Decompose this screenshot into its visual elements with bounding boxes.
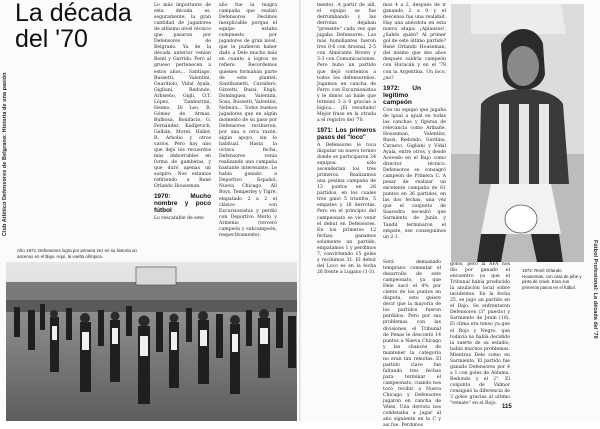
text-column-6: [450, 262, 510, 408]
houseman-photo-image: [451, 4, 584, 262]
subhead-1972: 1972: Un legítimo campeón: [383, 84, 421, 106]
title-line-1: La década: [15, 0, 132, 27]
page-title: [15, 0, 132, 52]
running-header-right: Fútbol Profesional: La década del '70: [592, 240, 598, 339]
page-gutter: [299, 0, 301, 421]
title-line-2: del '70: [15, 25, 88, 53]
text-column-2: [219, 3, 277, 260]
subhead-1970: 1970: Mucho nombre y poco fútbol: [154, 193, 211, 215]
paragraph-1971-end: mos 4 a 2, después de ir ganando 2 a 0 y el descenso fue una realidad. Hay una anécdota en esta nueva etapa: ¡Aplausos!, ¿Sabés quién? Al primer gol de este último partido? René Orlando Houseman, del mismo que dos años después saldría campeón con Huracán y en el '78 con la Argentina. Un loco, ¿no?: [383, 3, 446, 81]
text-column-3: [317, 3, 376, 408]
paragraph-1970-end: mente). A partir de allí, el equipo se fue derrumbando y las derrotas dejaban "presente" cada vez que jugaba Defensores. Las más humillantes fueron tres 0-6 con Arsenal, 2-5 con Almirante Brown y 3-3 con Comunicaciones. Pero hubo un partido que dejó contentos a todos los defensoreños. Jugamos en cancha de Ferro con Excursionistas y le dimos un baile que terminó 3 a 0 gracias a lógica... ¡El resultado! Mejor frase en la otrada a el registro del '70.: [317, 3, 376, 123]
caption-houseman-photo: 1972. René Orlando Houseman, con cara de pibe y pinta de crack. Eran sus primeros pasos en el fútbol.: [522, 268, 582, 290]
caption-ascent-photo: Año 1972. Defensores logra por primera vez en su historia un ascenso en el Bajo. Aquí, la vuelta olímpica.: [17, 248, 137, 259]
paragraph-1972: Con un equipo que jugaba de igual a igual en todas las canchas y figuras de relevancia como Aribañe, Houseman, Valentini, Bussi, Redondo, Gardino, Carasco, Gigliani y Vidal Ayala, entre otros, y desde Acevedo en el Bajo como director técnico. Defensores se consagró campeón de Primera C. A pesar de realizar un excelente campaña de 61 puntos en 36 partidos, en las dos fechas, una vez que el conjunto de Saavedra necesitó que Sarmiento de Junín y Tandil terminaron el empate, ese conseguimos un 2-1.: [383, 107, 446, 240]
page-number: 115: [502, 404, 512, 410]
running-header-left: Club Atlético Defensores de Belgrano: Historia de una pasión: [2, 72, 8, 236]
intro-paragraph: Lo más importante de esta década es, seguramente, la gran cantidad de jugadores de altísimo nivel técnico que pasaron por Defensores de Belgrano. Ya de la década anterior venían Bonti y Garrido. Pero al grueso pertenecen a estos años... Santiago, Bussetti, Valentini, Guardiolo, Vidal Ayala, Gigliani, Redondo, Arbiseño, Gigli, O.T. López, Tamburrini, Heimo, Di Leo, R. Gómez de Armas, Bulhosa, Bonifacio, G. Fernández, Kadijevich, Galbán, Morel, Haller, R. Arbolio y otros varios. Pero hay uno que dejó los recuerdos más imborrables en forma de gambetas, y que duró apenas un suspiro. Nos estamos refiriendo a René Orlando Houseman.: [154, 3, 211, 190]
paragraph-1971-cont: Será demasiado temprano comentar el desarrollo de este campeonato, ya que Dele sacó el 4% por ciento de los puntos en disputa, esto quiere decir que la mayoría de los partidos fueron perdidos. Pero por sus problemas con las divisiones, el Tribunal de Penas le descontó 14 puntos a Nueva Chicago y las chances de mantener la categoría no eran tan remotas. El partido clave fue faltando tres fechas para terminar el campeonato, cuando nos tocó recibir a Nueva Chicago y Defensores jugaron en cancha de Vélez. Una derrota nos condenaba a jugar al año siguiente en la C y así fue. Perdimos: [383, 260, 441, 429]
paragraph-1972-cont: golos, pero la AFA nos dio por ganado el encuentro ya que el Tribunal había producido la anulación local sobre incidentes. En la fecha 25, se jugó un partido en el Bajo. Se enfrentaron Defensores (3° puesto) y Sarmiento de Junín (18). El clima era tenso ya que el Rojo y Negro, que todavía no había decidido la suerte de su estadio, había muchos problemas. Mientras Dele como en Sarmiento. El partido fue ganado Defensores por 4 a 1 con goles de Aldama, Redondo y el 2°. El conjunto de Valmor consiguió la diferencia de 3 goles gracias al ultimo "remate" en el Rojo.: [450, 262, 510, 407]
subhead-1971: 1971: Los primeros pasos del "loco": [317, 126, 376, 141]
text-column-1: [154, 3, 211, 260]
text-column-4: [383, 260, 441, 429]
paragraph-1970-start: Lo rescatable de este: [154, 216, 204, 222]
paragraph-1971: A Defensores le toca disputar un nuevo torneo donde se participaron 24 equipos: sólo ascenderían los tres primeros. Realizamos una pésima campaña de 13 puntos en 26 partidos, en los cuales tres ganó 5 triunfos, 5 empates y 16 derrotas. Pero en el principio del campeonato se vio venir el debut en Defensores. En los primeros 12 fechas, ganamos solamente un partido, empatamos 1 y perdimos 7, convirtiendo 15 goles y recibimos 31. El debut del Loco es en la fecha 26 frente a Lugano (1-3).: [317, 142, 376, 275]
houseman-portrait-photo: [451, 4, 584, 262]
paragraph-1970: año fue la magra campaña que realizó Defensores. Decimos inexplicable porque el equipo estaba compuesto por jugadores de gran nivel, que le pudieron haber dado a Dele mucho más en cuanto a logros se refiere. Recordemos quienes formaban parte de este plantel: Santibanetti, Cavallero, Gizzetti, Bussi, Engli, Domínguez, Valentini, Sosa, Bussetti, Valentini, Nebeira... Todos buenos jugadores que en algún momento de su paso por Defensores recibieron, por una u otra razón, algún apoyo, sin lo habitual. Hasta la octava fecha, Defensores venía realizando una campaña bastante interesante. Le había ganado a Deportivo Español, Nueva Chicago, All Boys, Temperley y Tigre, empatado 2 a 2 el clásico con Excursionistas y perdió con Deportivo Merlo y Armenio (tercero campeón y subcampeón, respectivamente).: [219, 3, 277, 238]
ascent-celebration-photo: [6, 262, 297, 421]
crowd-photo-image: [6, 262, 297, 421]
text-column-5b: [383, 3, 446, 258]
